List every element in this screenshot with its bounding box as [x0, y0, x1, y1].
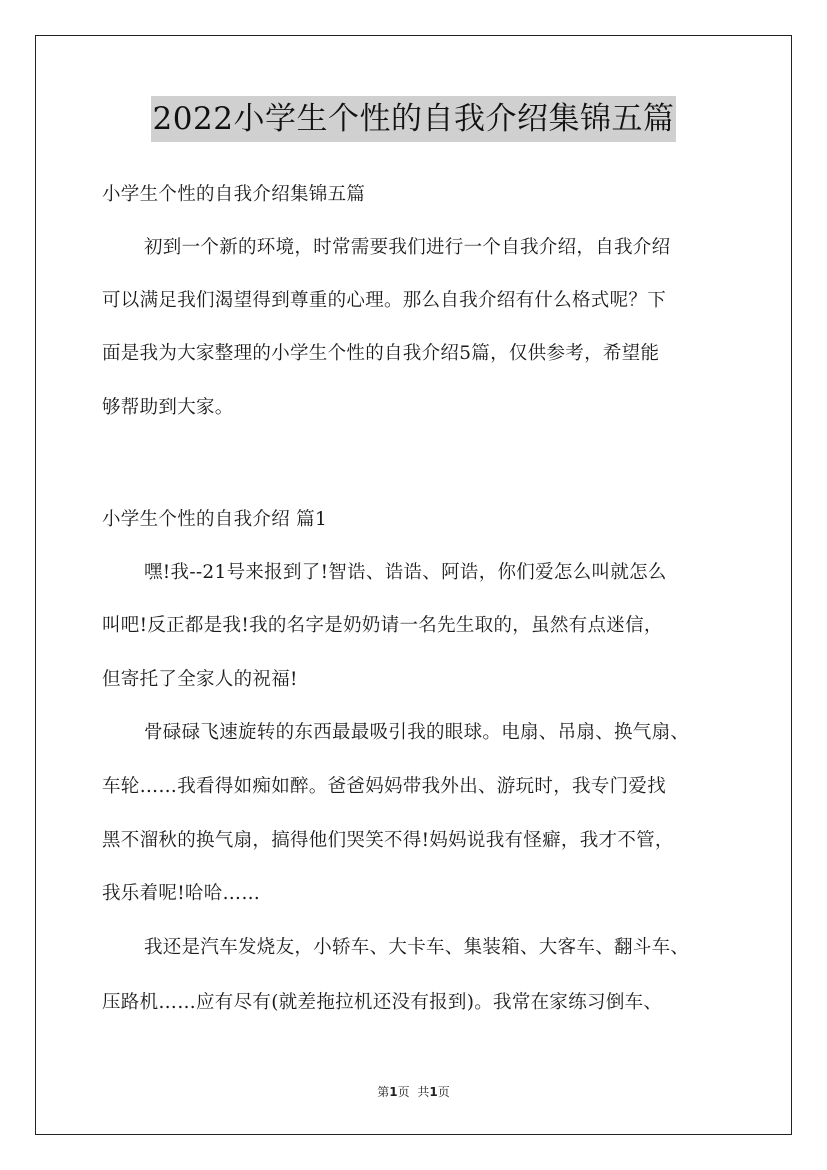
- paragraph-line: 嘿!我--21号来报到了!智诰、诰诰、阿诰，你们爱怎么叫就怎么: [144, 562, 667, 583]
- footer-total-pages: 1: [429, 1085, 438, 1099]
- footer-page-number: 1: [389, 1085, 398, 1099]
- paragraph-line: 车轮……我看得如痴如醉。爸爸妈妈带我外出、游玩时，我专门爱找: [102, 776, 667, 797]
- title-container: [0, 96, 827, 142]
- document-title: 2022小学生个性的自我介绍集锦五篇: [151, 96, 677, 142]
- paragraph-line: 可以满足我们渴望得到尊重的心理。那么自我介绍有什么格式呢？下: [102, 290, 667, 311]
- section-heading: 小学生个性的自我介绍集锦五篇: [102, 184, 366, 205]
- paragraph-line: 压路机……应有尽有(就差拖拉机还没有报到)。我常在家练习倒车、: [102, 992, 663, 1013]
- footer-page-suffix: 页: [397, 1085, 410, 1099]
- section-heading: 小学生个性的自我介绍 篇1: [102, 509, 328, 530]
- paragraph-line: 初到一个新的环境，时常需要我们进行一个自我介绍，自我介绍: [144, 237, 671, 258]
- paragraph-line: 面是我为大家整理的小学生个性的自我介绍5篇，仅供参考，希望能: [102, 343, 660, 364]
- paragraph-line: 黑不溜秋的换气扇，搞得他们哭笑不得!妈妈说我有怪癖，我才不管，: [102, 830, 674, 851]
- paragraph-line: 够帮助到大家。: [102, 397, 234, 418]
- paragraph-line: 我乐着呢!哈哈……: [102, 883, 261, 904]
- footer-total-suffix: 页: [437, 1085, 450, 1099]
- page-footer: [0, 1083, 827, 1100]
- paragraph-line: 但寄托了全家人的祝福!: [102, 669, 298, 690]
- footer-total-prefix: 共: [417, 1085, 430, 1099]
- paragraph-line: 我还是汽车发烧友，小轿车、大卡车、集装箱、大客车、翻斗车、: [144, 937, 690, 958]
- paragraph-line: 骨碌碌飞速旋转的东西最最吸引我的眼球。电扇、吊扇、换气扇、: [144, 722, 690, 743]
- footer-page-prefix: 第: [377, 1085, 390, 1099]
- paragraph-line: 叫吧!反正都是我!我的名字是奶奶请一名先生取的，虽然有点迷信，: [102, 615, 663, 636]
